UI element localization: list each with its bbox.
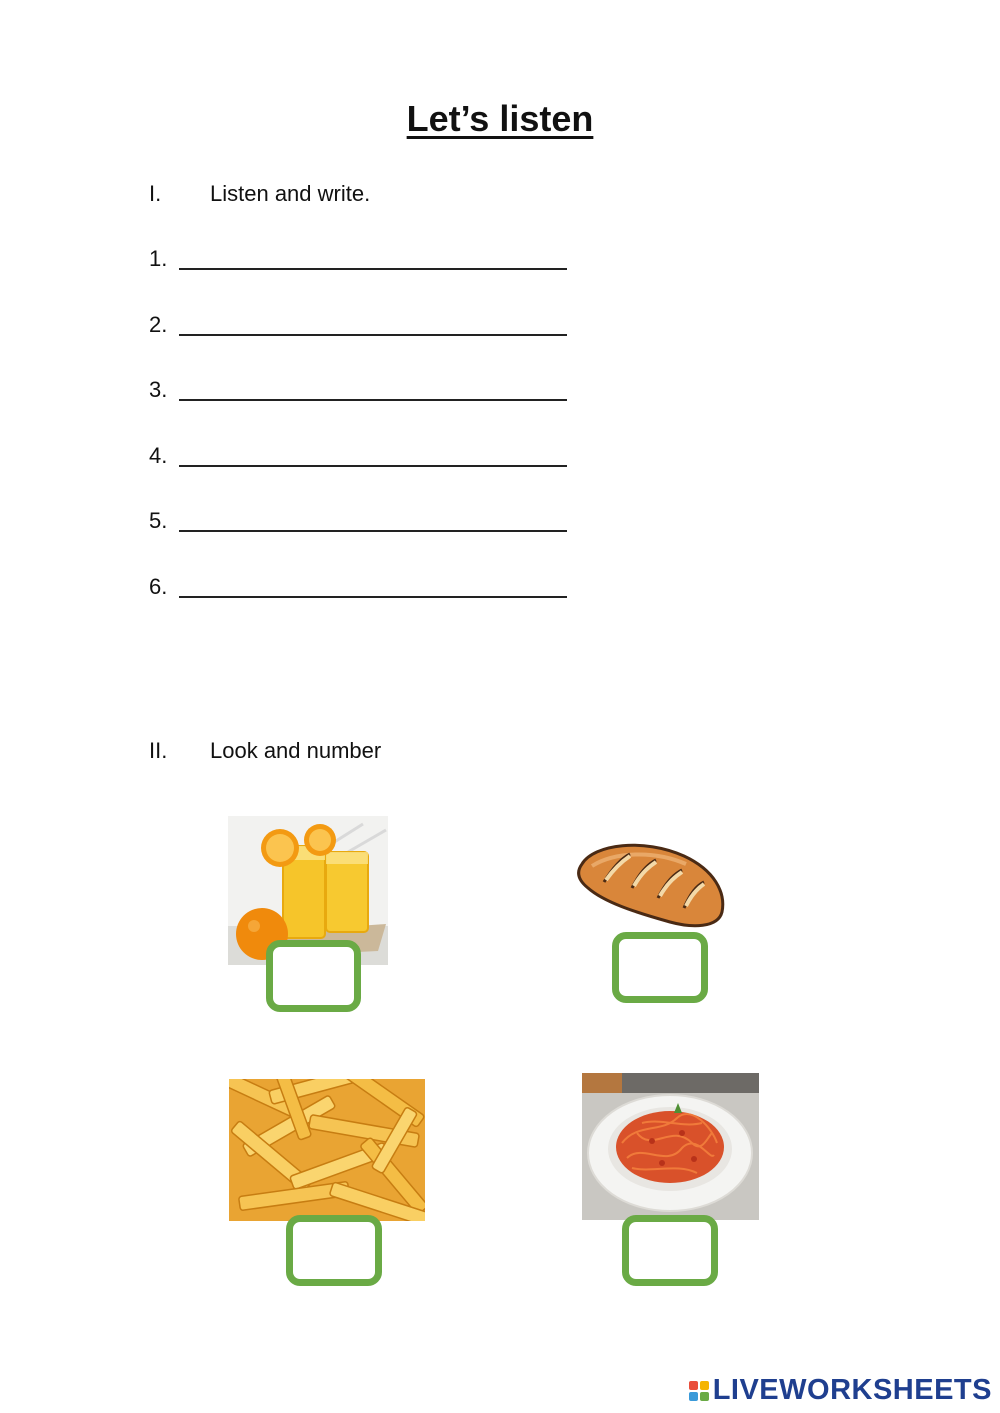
- liveworksheets-logo-mark: [689, 1381, 709, 1401]
- liveworksheets-logo: [689, 1374, 992, 1407]
- section-2-heading: [149, 738, 381, 764]
- answer-line-3: [149, 377, 567, 403]
- answer-line-number: 5.: [149, 508, 168, 533]
- answer-box-bread[interactable]: [612, 932, 708, 1003]
- answer-line-number: 4.: [149, 443, 168, 468]
- answer-blank-6[interactable]: [179, 595, 567, 598]
- answer-box-spaghetti[interactable]: [622, 1215, 718, 1286]
- liveworksheets-logo-text: LIVEWORKSHEETS: [712, 1374, 992, 1406]
- answer-line-6: [149, 574, 567, 600]
- answer-box-french-fries[interactable]: [286, 1215, 382, 1286]
- answer-line-4: [149, 443, 567, 469]
- answer-box-orange-juice[interactable]: [266, 940, 361, 1012]
- answer-blank-1[interactable]: [179, 267, 567, 270]
- answer-line-1: [149, 246, 567, 272]
- section-2-instruction: Look and number: [210, 738, 382, 763]
- section-1-heading: [149, 181, 370, 207]
- answer-blank-4[interactable]: [179, 464, 567, 467]
- section-1-instruction: Listen and write.: [210, 181, 371, 206]
- answer-blank-3[interactable]: [179, 398, 567, 401]
- section-1-number: I.: [149, 181, 162, 206]
- answer-line-2: [149, 312, 567, 338]
- answer-blank-2[interactable]: [179, 333, 567, 336]
- spaghetti-image: [582, 1073, 759, 1220]
- french-fries-image: [229, 1079, 425, 1221]
- bread-picture: [574, 836, 726, 930]
- answer-blank-5[interactable]: [179, 529, 567, 532]
- answer-line-number: 6.: [149, 574, 168, 599]
- answer-line-5: [149, 508, 567, 534]
- french-fries-picture: [229, 1079, 425, 1221]
- spaghetti-picture: [582, 1073, 759, 1220]
- section-2-number: II.: [149, 738, 168, 763]
- answer-line-number: 3.: [149, 377, 168, 402]
- page-title: Let’s listen: [406, 98, 594, 139]
- answer-line-number: 1.: [149, 246, 168, 271]
- bread-image: [574, 836, 726, 930]
- answer-line-number: 2.: [149, 312, 168, 337]
